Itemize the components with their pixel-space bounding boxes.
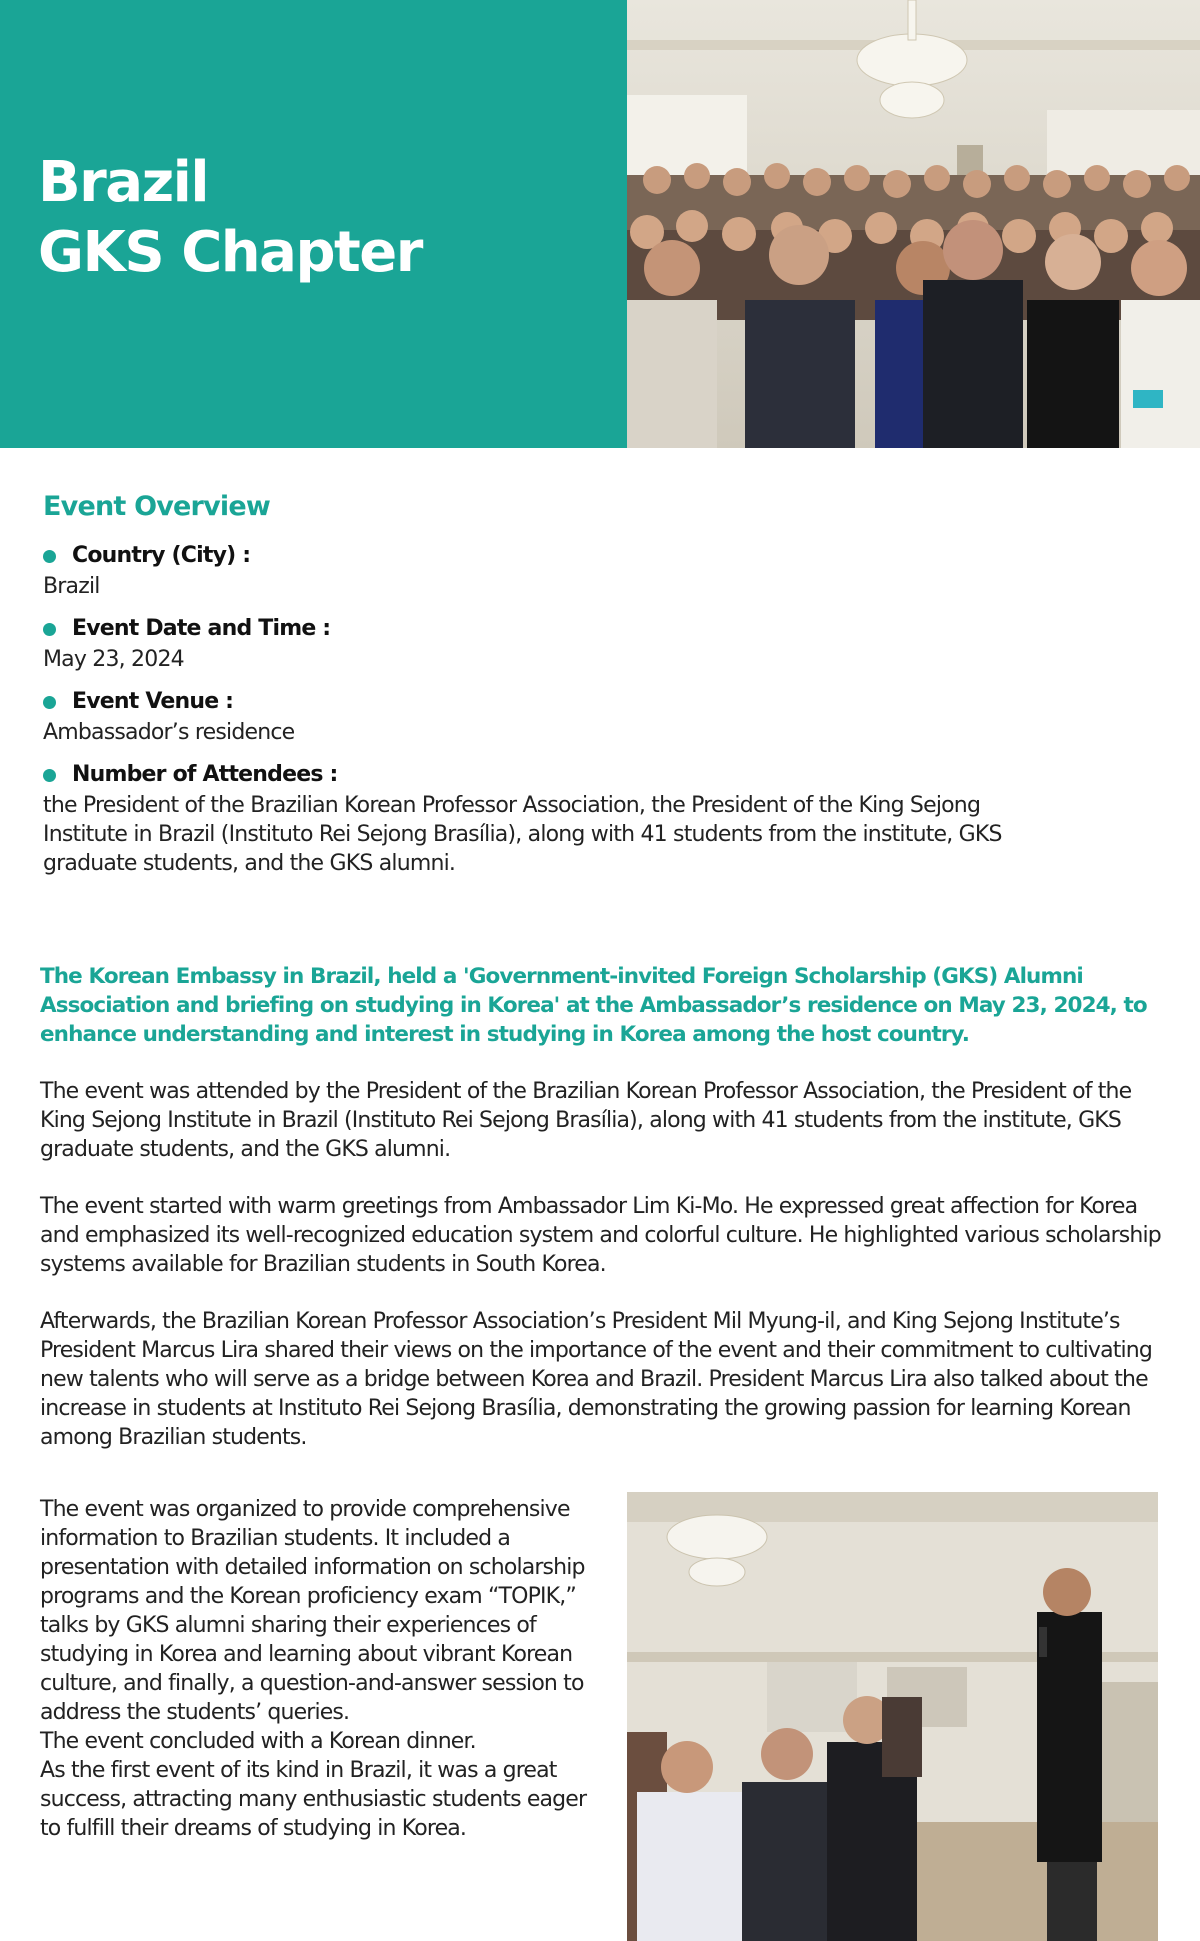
overview-value: the President of the Brazilian Korean Professor Association, the President of the King Sejong Institute in Brazil (Instituto Rei Sejong Brasília), along with 41 students from the institute, GKS graduate students, and the GKS alumni.: [43, 793, 1002, 876]
bullet-dot-icon: [43, 769, 56, 782]
title-banner: [0, 0, 627, 448]
overview-value: Ambassador’s residence: [43, 720, 295, 745]
overview-heading: Event Overview: [43, 491, 270, 522]
overview-label: Number of Attendees :: [72, 762, 338, 787]
overview-item-date: [43, 613, 1153, 674]
overview-value: May 23, 2024: [43, 647, 184, 672]
body-paragraph: The event was attended by the President of the Brazilian Korean Professor Association, the President of the King Sejong Institute in Brazil (Instituto Rei Sejong Brasília), along with 41 students from the institute, GKS graduate students, and the GKS alumni.: [40, 1079, 1132, 1162]
bullet-dot-icon: [43, 696, 56, 709]
overview-label: Event Venue :: [72, 689, 234, 714]
page-title-line1: Brazil: [38, 150, 209, 215]
body-paragraph: The event started with warm greetings from Ambassador Lim Ki-Mo. He expressed great affection for Korea and emphasized its well-recognized education system and colorful culture. He highlighted various scholarship systems available for Brazilian students in South Korea.: [40, 1194, 1161, 1277]
overview-item-venue: [43, 686, 1153, 747]
overview-label: Country (City) :: [72, 543, 251, 568]
presentation-photo: [627, 1492, 1158, 1941]
overview-label: Event Date and Time :: [72, 616, 331, 641]
page-header: [0, 0, 1200, 448]
bullet-dot-icon: [43, 550, 56, 563]
group-photo: [627, 0, 1200, 448]
body-paragraph: Afterwards, the Brazilian Korean Professor Association’s President Mil Myung-il, and King Sejong Institute’s President Marcus Lira shared their views on the importance of the event and their commitment to cultivating new talents who will serve as a bridge between Korea and Brazil. President Marcus Lira also talked about the increase in students at Instituto Rei Sejong Brasília, demonstrating the growing passion for learning Korean among Brazilian students.: [40, 1309, 1152, 1450]
lead-paragraph: The Korean Embassy in Brazil, held a 'Government-invited Foreign Scholarship (GKS) Alumni Association and briefing on studying in Korea' at the Ambassador’s residence on May 23, 2024, to enhance understanding and interest in studying in Korea among the host country.: [40, 964, 1147, 1047]
overview-item-country: [43, 540, 1153, 601]
overview-item-attendees: [43, 759, 1153, 878]
bullet-dot-icon: [43, 623, 56, 636]
body-paragraph: The event was organized to provide comprehensive information to Brazilian students. It included a presentation with detailed information on scholarship programs and the Korean proficiency exam “TOPIK,” talks by GKS alumni sharing their experiences of studying in Korea and learning about vibrant Korean culture, and finally, a question-and-answer session to address the students’ queries. The event concluded with a Korean dinner. As the first event of its kind in Brazil, it was a great success, attracting many enthusiastic students eager to fulfill their dreams of studying in Korea.: [40, 1497, 587, 1841]
event-overview: [43, 490, 1153, 890]
overview-value: Brazil: [43, 574, 100, 599]
page-title: [38, 148, 422, 288]
page-title-line2: GKS Chapter: [38, 220, 422, 285]
